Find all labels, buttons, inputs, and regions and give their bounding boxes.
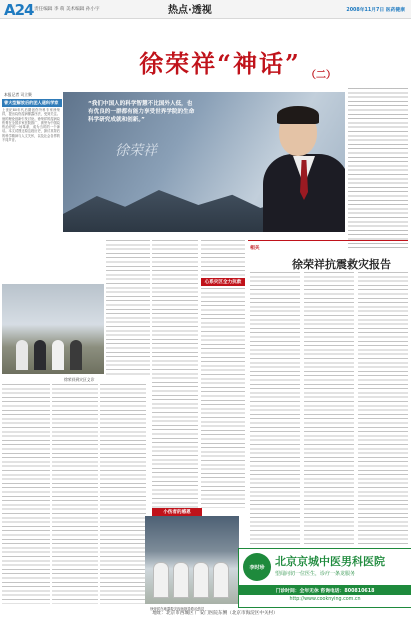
- figure: [173, 562, 189, 598]
- photo-rescue: [145, 516, 239, 604]
- figure: [34, 340, 46, 370]
- body-column: [201, 288, 245, 508]
- ad-logo: 李时珍: [243, 553, 271, 581]
- ad-contact-bar: 门诊时间：全年无休 咨询电话：800810618: [239, 585, 411, 595]
- body-column: [100, 384, 146, 604]
- body-column: [2, 384, 50, 604]
- right-top-column: [348, 88, 408, 248]
- body-column: [106, 240, 150, 376]
- body-column: [52, 384, 98, 604]
- hero-quote: “我们中国人的科学智慧不比国外人低，也有优良的一群都有能力享受世界学院的生命科学研究成就和创新。”: [88, 101, 195, 123]
- right-tag: 相关: [250, 246, 260, 251]
- date-brand: 2008年11月7日 医药健康: [346, 8, 405, 13]
- ad-slogan: 望闻问切一位医生，诊疗一条龙服务: [275, 571, 356, 577]
- page-number: A24: [4, 1, 34, 19]
- photo-field-visit: [2, 284, 104, 374]
- body-column: [304, 272, 354, 544]
- body-column: [250, 272, 300, 544]
- figure: [213, 562, 229, 598]
- left-intro-text: 上世纪80年代后期创伤外科专家徐荣祥，提出烧伤湿润暴露疗法，受到关注。他的理论创新引发讨论。徐荣祥的湿润烧伤膏在全国多家医院推广，被誉为中国烧伤治疗的一场革命，成为当时的一个神话。本文试图还原这段历史，探讨其背后的科学精神与人文关怀，以及社会各界的不同声音。: [2, 108, 60, 143]
- advertisement[interactable]: [238, 548, 411, 608]
- figure: [70, 340, 82, 370]
- ad-hospital-name: 北京京城中医男科医院: [275, 555, 385, 568]
- footer: 地址：北京市西城区 广安门医院东侧（北京市海淀区中关村）: [152, 611, 278, 616]
- figure: [153, 562, 169, 598]
- byline: 本报记者 司立聚: [4, 92, 32, 97]
- photo2-caption: 徐荣祥到灾区义诊: [64, 377, 95, 382]
- photo3-caption: 徐荣祥在地震救灾现场指导救治伤员: [150, 607, 205, 611]
- editor-meta: 责任编辑 李 萌 美术编辑 孙小宇: [34, 7, 100, 12]
- figure: [193, 562, 209, 598]
- headline-part: （二）: [306, 70, 336, 81]
- mid-column-tag: 心系灾区全力抗救: [201, 278, 245, 286]
- ad-url[interactable]: http://www.cooknying.com.cn: [289, 597, 361, 602]
- portrait-hair: [277, 106, 319, 124]
- figure: [52, 340, 64, 370]
- portrait: [263, 100, 345, 232]
- headline: 徐荣祥“神话”: [139, 49, 301, 78]
- section-title: 热点·透视: [168, 5, 212, 16]
- body-column: [152, 240, 198, 508]
- mid-subhead: 小伤者的感恩: [152, 508, 202, 516]
- body-column: [201, 240, 245, 276]
- divider: [248, 240, 408, 241]
- text-lines: [348, 88, 408, 248]
- right-title: 徐荣祥抗震救灾报告: [292, 258, 391, 271]
- figure: [16, 340, 28, 370]
- left-tag: 曾大型解放后的团人道科学家: [2, 99, 62, 107]
- body-column: [358, 272, 408, 544]
- hero-signature: 徐荣祥: [115, 143, 157, 159]
